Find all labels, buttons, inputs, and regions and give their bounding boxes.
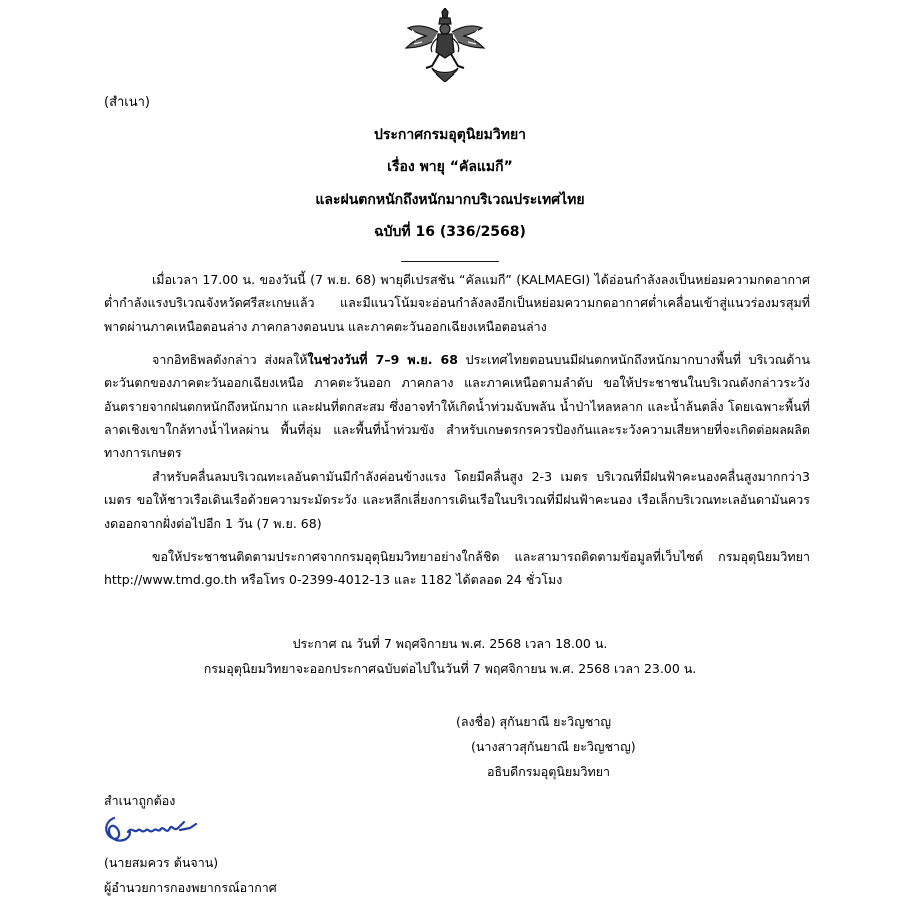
paragraph-sea-conditions xyxy=(104,465,810,535)
paragraph-text-pre: จากอิทธิพลดังกล่าว ส่งผลให้ xyxy=(152,352,308,367)
paragraph-text-post: ประเทศไทยตอนบนมีฝนตกหนักถึงหนักมากบางพื้นที่ บริเวณด้านตะวันตกของภาคตะวันออกเฉียงเหนือ ภาคตะวันออก ภาคกลาง และภาคเหนือตามลำดับ ขอให้ประชาชนในบริเวณดังกล่าวระวังอันตรายจากฝนตกหนักถึงหนักมาก และฝนที่ตกสะสม ซึ่งอาจทำให้เกิดน้ำท่วมฉับพลัน น้ำป่าไหลหลาก และน้ำล้นตลิ่ง โดยเฉพาะพื้นที่ลาดเชิงเขาใกล้ทางน้ำไหลผ่าน พื้นที่ลุ่ม และพื้นที่น้ำท่วมขัง สำหรับเกษตรกรควรป้องกันและระวังความเสียหายที่จะเกิดต่อผลผลิตทางการเกษตร xyxy=(104,352,810,461)
announcement-title: ประกาศกรมอุตุนิยมวิทยา xyxy=(373,127,527,143)
paragraph-contact-info xyxy=(104,545,810,592)
signer-full-name: (นางสาวสุกันยาณี ยะวิญชาญ) xyxy=(471,739,636,754)
paragraph-text: เมื่อเวลา 17.00 น. ของวันนี้ (7 พ.ย. 68) พายุดีเปรสชัน “คัลแมกี” (KALMAEGI) ได้อ่อนกำลังลงเป็นหย่อมความกดอากาศต่ำกำลังแรงบริเวณจังหวัดศรีสะเกษแล้ว และมีแนวโน้มจะอ่อนกำลังลงอีกเป็นหย่อมความกดอากาศต่ำเคลื่อนเข้าสู่แนวร่องมรสุมที่พาดผ่านภาคเหนือตอนล่าง ภาคกลางตอนบน และภาคตะวันออกเฉียงเหนือตอนล่าง xyxy=(104,272,810,334)
announcement-date: ประกาศ ณ วันที่ 7 พฤศจิกายน พ.ศ. 2568 เวลา 18.00 น. xyxy=(292,636,608,651)
issue-number: ฉบับที่ 16 (336/2568) xyxy=(374,224,526,240)
signer-position: อธิบดีกรมอุตุนิยมวิทยา xyxy=(487,764,611,779)
next-announcement-note: กรมอุตุนิยมวิทยาจะออกประกาศฉบับต่อไปในวันที่ 7 พฤศจิกายน พ.ศ. 2568 เวลา 23.00 น. xyxy=(203,661,697,676)
paragraph-text-emphasis: ในช่วงวันที่ 7–9 พ.ย. 68 xyxy=(307,352,458,367)
announcement-subject: เรื่อง พายุ “คัลแมกี” xyxy=(387,159,513,175)
certifier-full-name: (นายสมควร ต้นจาน) xyxy=(104,855,219,870)
copy-label: (สำเนา) xyxy=(104,95,151,110)
certified-copy-label: สำเนาถูกต้อง xyxy=(104,793,176,808)
paragraph-storm-status xyxy=(104,268,810,338)
paragraph-rainfall-warning xyxy=(104,348,810,464)
handwritten-signature xyxy=(100,808,200,850)
title-underline: _______________ xyxy=(401,248,499,263)
garuda-emblem-icon xyxy=(402,8,488,82)
paragraph-text: สำหรับคลื่นลมบริเวณทะเลอันดามันมีกำลังค่อนข้างแรง โดยมีคลื่นสูง 2-3 เมตร บริเวณที่มีฝนฟ้าคะนองคลื่นสูงมากกว่า3 เมตร ขอให้ชาวเรือเดินเรือด้วยความระมัดระวัง และหลีกเลี่ยงการเดินเรือในบริเวณที่มีฝนฟ้าคะนอง เรือเล็กบริเวณทะเลอันดามันควรงดออกจากฝั่งต่อไปอีก 1 วัน (7 พ.ย. 68) xyxy=(104,469,810,531)
announcement-subject-continued: และฝนตกหนักถึงหนักมากบริเวณประเทศไทย xyxy=(315,192,585,208)
certifier-position: ผู้อำนวยการกองพยากรณ์อากาศ xyxy=(104,880,277,895)
signed-by: (ลงชื่อ) สุกันยาณี ยะวิญชาญ xyxy=(456,714,611,729)
paragraph-text: ขอให้ประชาชนติดตามประกาศจากกรมอุตุนิยมวิทยาอย่างใกล้ชิด และสามารถติดตามข้อมูลที่เว็บไซต์ กรมอุตุนิยมวิทยา http://www.tmd.go.th หรือโทร 0-2399-4012-13 และ 1182 ได้ตลอด 24 ชั่วโมง xyxy=(104,549,810,588)
